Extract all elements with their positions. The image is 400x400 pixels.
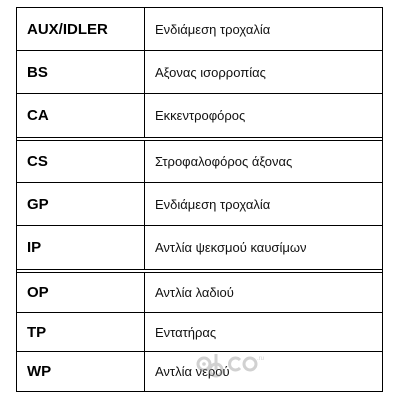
row-code: WP xyxy=(17,352,145,391)
row-description: Εκκεντροφόρος xyxy=(155,108,246,123)
row-description: Ενδιάμεση τροχαλία xyxy=(155,196,271,212)
row-description: Εντατήρας xyxy=(155,324,217,340)
abbreviation-table xyxy=(16,7,383,392)
row-code: TP xyxy=(17,313,145,351)
row-code: CA xyxy=(17,94,145,137)
table-row xyxy=(17,272,382,312)
row-code: AUX/IDLER xyxy=(17,8,145,50)
row-description: Στροφαλοφόρος άξονας xyxy=(155,153,293,169)
table-row xyxy=(17,94,382,137)
row-code: GP xyxy=(17,183,145,225)
row-code: CS xyxy=(17,140,145,182)
table-row xyxy=(17,8,382,50)
row-code: IP xyxy=(17,226,145,269)
row-description: Αντλία ψεκσμού καυσίμων xyxy=(155,240,307,255)
table-row xyxy=(17,183,382,225)
table-row xyxy=(17,352,382,391)
row-description: Αντλία νερού xyxy=(155,364,230,379)
table-row xyxy=(17,51,382,93)
row-description: Αξονας ισορροπίας xyxy=(155,64,266,80)
svg-text:.ru: .ru xyxy=(257,356,265,362)
row-code: BS xyxy=(17,51,145,93)
row-description: Ενδιάμεση τροχαλία xyxy=(155,21,271,37)
table-row xyxy=(17,140,382,182)
table-row xyxy=(17,226,382,269)
row-code: OP xyxy=(17,272,145,312)
row-description: Αντλία λαδιού xyxy=(155,284,234,300)
table-row xyxy=(17,313,382,351)
